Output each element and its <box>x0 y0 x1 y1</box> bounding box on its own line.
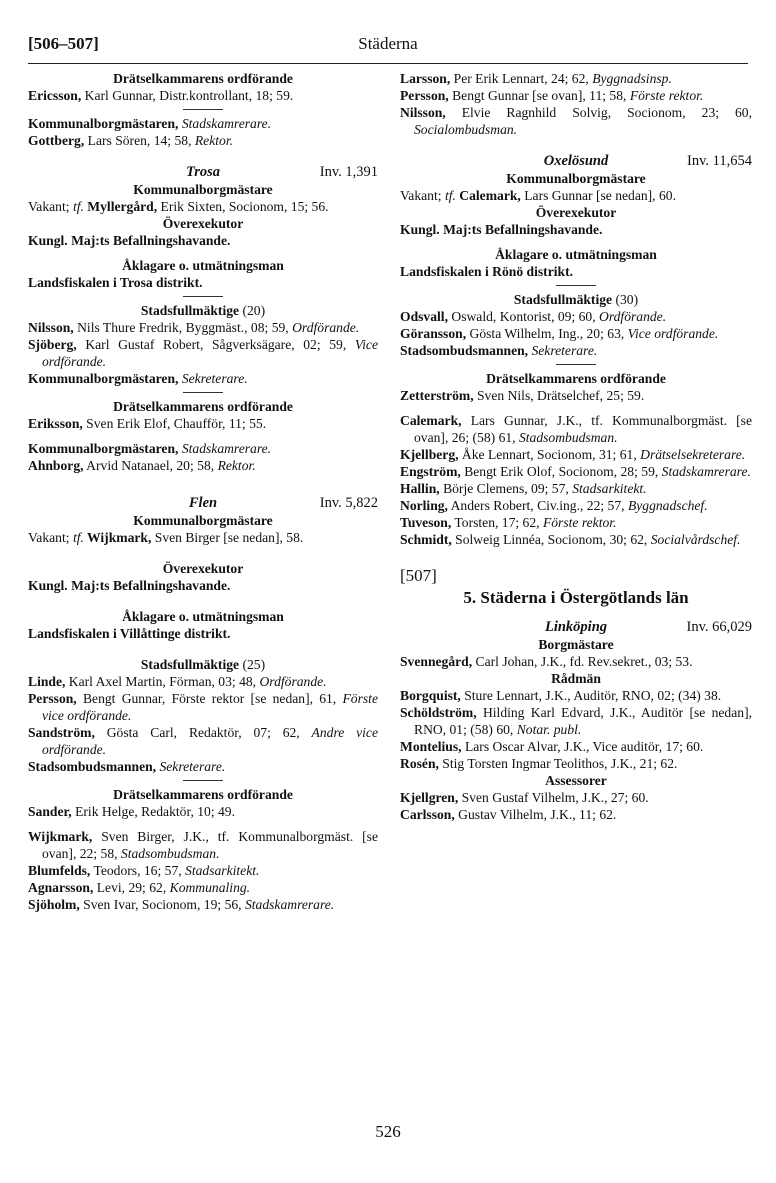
header-rule <box>28 63 748 64</box>
entry-details: Sven Birger, J.K., tf. Kommunalborgmäst. [se ovan], 22; 58, <box>42 829 378 861</box>
town-heading <box>28 494 378 512</box>
entry <box>28 319 378 336</box>
entry-details: Åke Lennart, Socionom, 31; 61, <box>458 447 641 462</box>
entry-role: Vice ordförande. <box>627 326 719 341</box>
entry-role: Andre vice ordförande. <box>42 725 378 757</box>
entry <box>28 457 378 474</box>
entry <box>400 104 752 138</box>
entry-name: Engström, <box>400 464 461 479</box>
entry-role: Stadsombudsman. <box>120 846 220 861</box>
entry <box>400 325 752 342</box>
entry-details: Bengt Gunnar [se ovan], 11; 58, <box>448 88 630 103</box>
entry-role: Förste rektor. <box>542 515 617 530</box>
entry <box>28 758 378 775</box>
town-inhabitants: Inv. 66,029 <box>686 619 752 635</box>
section-heading: Kommunalborgmästare <box>506 171 646 186</box>
section-heading: Kommunalborgmästare <box>133 513 273 528</box>
entry-name: Sandström, <box>28 725 95 740</box>
entry-name: Persson, <box>28 691 77 706</box>
entry-role: Ordförande. <box>599 309 667 324</box>
entry <box>28 415 378 432</box>
entry <box>400 463 752 480</box>
page-header <box>28 34 748 64</box>
entry-details: Lars Gunnar, J.K., tf. Kommunalborgmäst. [se ovan], 26; (58) 61, <box>414 413 752 445</box>
section-heading: Kommunalborgmästare <box>133 182 273 197</box>
entry-details: Börje Clemens, 09; 57, <box>439 481 573 496</box>
section-heading: Överexekutor <box>162 561 244 576</box>
entry-name: Kommunalborgmästaren, <box>28 116 179 131</box>
section-heading: Assessorer <box>545 773 607 788</box>
entry-details: Levi, 29; 62, <box>93 880 170 895</box>
entry-role: Förste rektor. <box>629 88 704 103</box>
entry-details: Lars Oscar Alvar, J.K., Vice auditör, 17; 60. <box>461 739 704 754</box>
entry-details: Sven Erik Elof, Chaufför, 11; 55. <box>82 416 267 431</box>
entry-role: Stadskamrerare. <box>661 464 751 479</box>
section-heading: Rådmän <box>551 671 601 686</box>
entry-name: Odsvall, <box>400 309 448 324</box>
entry <box>400 789 752 806</box>
entry-name: Eriksson, <box>28 416 83 431</box>
entry-name: Ahnborg, <box>28 458 84 473</box>
entry-details: Karl Axel Martin, Förman, 03; 48, <box>65 674 260 689</box>
town-name: Flen <box>188 495 218 511</box>
entry-name: Sjöberg, <box>28 337 77 352</box>
entry <box>400 514 752 531</box>
entry-role: Förste vice ordförande. <box>42 691 378 723</box>
entry-name: Göransson, <box>400 326 467 341</box>
entry <box>28 673 378 690</box>
entry-name: Zetterström, <box>400 388 474 403</box>
entry-details: Bengt Erik Olof, Socionom, 28; 59, <box>460 464 662 479</box>
entry-name: Nilsson, <box>28 320 74 335</box>
section-heading: Drätselkammarens ordförande <box>113 399 293 414</box>
section-heading: Överexekutor <box>535 205 617 220</box>
divider <box>183 296 223 297</box>
entry-role: Socialvårdschef. <box>650 532 741 547</box>
section-page-number: [507] <box>400 566 437 585</box>
entry: Kungl. Maj:ts Befallningshavande. <box>28 233 231 248</box>
entry-details: Nils Thure Fredrik, Byggmäst., 08; 59, <box>73 320 293 335</box>
section-heading: Borgmästare <box>538 637 614 652</box>
entry-role: Vice ordförande. <box>42 337 378 369</box>
entry-role: Byggnadsinsp. <box>592 71 672 86</box>
entry-details: Karl Gustaf Robert, Sågverksägare, 02; 59, <box>76 337 355 352</box>
entry-name: Norling, <box>400 498 448 513</box>
entry <box>400 480 752 497</box>
entry-details: Gösta Wilhelm, Ing., 20; 63, <box>466 326 628 341</box>
entry-name: Sjöholm, <box>28 897 80 912</box>
entry-role: Stadskamrerare. <box>181 441 272 456</box>
entry-details: Sven Gustaf Vilhelm, J.K., 27; 60. <box>458 790 649 805</box>
entry-name: Stadsombudsmannen, <box>28 759 157 774</box>
entry <box>400 806 752 823</box>
entry: Vakant; tf. Myllergård, Erik Sixten, Socionom, 15; 56. <box>28 199 329 214</box>
section-heading: Överexekutor <box>162 216 244 231</box>
entry-details: Hilding Karl Edvard, J.K., Auditör [se nedan], RNO, 01; (58) 60, <box>414 705 752 737</box>
entry <box>28 115 378 132</box>
entry-details: Karl Gunnar, Distr.kontrollant, 18; 59. <box>81 88 294 103</box>
entry-details: Teodors, 16; 57, <box>90 863 186 878</box>
entry <box>400 653 752 670</box>
entry-name: Nilsson, <box>400 105 446 120</box>
entry-name: Agnarsson, <box>28 880 94 895</box>
section-heading: Drätselkammarens ordförande <box>113 71 293 86</box>
county-title: 5. Städerna i Östergötlands län <box>463 588 689 607</box>
entry-role: Byggnadschef. <box>627 498 708 513</box>
entry-role: Stadsarkitekt. <box>185 863 260 878</box>
town-inhabitants: Inv. 1,391 <box>319 164 378 180</box>
running-title: Städerna <box>358 34 418 53</box>
entry <box>28 879 378 896</box>
entry-name: Blumfelds, <box>28 863 91 878</box>
entry-role: Ordförande. <box>292 320 360 335</box>
entry-details: Sven Ivar, Socionom, 19; 56, <box>79 897 245 912</box>
entry-details: Carl Johan, J.K., fd. Rev.sekret., 03; 53. <box>472 654 693 669</box>
entry-name: Larsson, <box>400 71 451 86</box>
entry-name: Calemark, <box>400 413 462 428</box>
entry-role: Drätselsekreterare. <box>640 447 746 462</box>
town-heading <box>400 618 752 636</box>
page-range: [506–507] <box>28 34 99 53</box>
section-heading: Stadsfullmäktige (25) <box>140 657 266 672</box>
town-heading <box>28 163 378 181</box>
entry-role: Stadsombudsman. <box>518 430 618 445</box>
entry-name: Schmidt, <box>400 532 452 547</box>
entry-role: Sekreterare. <box>159 759 226 774</box>
entry-name: Kjellgren, <box>400 790 459 805</box>
entry-details: Sture Lennart, J.K., Auditör, RNO, 02; (34) 38. <box>460 688 722 703</box>
entry <box>28 896 378 913</box>
entry <box>28 690 378 724</box>
entry: Landsfiskalen i Rönö distrikt. <box>400 264 573 279</box>
section-heading: Stadsfullmäktige (20) <box>140 303 266 318</box>
entry-role: Socialombudsman. <box>414 122 518 137</box>
entry-details: Erik Helge, Redaktör, 10; 49. <box>71 804 236 819</box>
town-name: Trosa <box>185 164 221 180</box>
entry <box>28 132 378 149</box>
entry <box>400 755 752 772</box>
entry-role: Rektor. <box>194 133 234 148</box>
entry-role: Sekreterare. <box>531 343 598 358</box>
entry-details: Anders Robert, Civ.ing., 22; 57, <box>447 498 628 513</box>
entry-details: Elvie Ragnhild Solvig, Socionom, 23; 60, <box>445 105 752 120</box>
entry: Vakant; tf. Wijkmark, Sven Birger [se nedan], 58. <box>28 530 304 545</box>
town-name: Oxelösund <box>543 153 609 169</box>
entry <box>400 531 752 548</box>
entry: Landsfiskalen i Trosa distrikt. <box>28 275 203 290</box>
page-number: 526 <box>375 1122 401 1141</box>
entry: Kungl. Maj:ts Befallningshavande. <box>28 578 231 593</box>
entry-details: Per Erik Lennart, 24; 62, <box>450 71 593 86</box>
entry <box>400 497 752 514</box>
entry <box>28 862 378 879</box>
entry-name: Persson, <box>400 88 449 103</box>
entry-role: Kommunaling. <box>169 880 251 895</box>
entry-details: Oswald, Kontorist, 09; 60, <box>447 309 600 324</box>
entry-role: Sekreterare. <box>181 371 248 386</box>
entry: Landsfiskalen i Villåttinge distrikt. <box>28 626 231 641</box>
entry-name: Svennegård, <box>400 654 473 669</box>
entry-name: Hallin, <box>400 481 440 496</box>
entry-details: Gösta Carl, Redaktör, 07; 62, <box>94 725 312 740</box>
left-column <box>28 70 378 913</box>
section-heading: Drätselkammarens ordförande <box>486 371 666 386</box>
entry-name: Sander, <box>28 804 72 819</box>
section-heading: Drätselkammarens ordförande <box>113 787 293 802</box>
section-heading: Åklagare o. utmätningsman <box>122 258 284 273</box>
entry-name: Kjellberg, <box>400 447 459 462</box>
section-heading: Åklagare o. utmätningsman <box>122 609 284 624</box>
entry-role: Notar. publ. <box>516 722 582 737</box>
entry-name: Borgquist, <box>400 688 461 703</box>
entry-details: Bengt Gunnar, Förste rektor [se nedan], 61, <box>76 691 343 706</box>
entry-details: Gustav Vilhelm, J.K., 11; 62. <box>454 807 617 822</box>
entry-details: Torsten, 17; 62, <box>451 515 543 530</box>
entry-role: Ordförande. <box>259 674 327 689</box>
entry-name: Schöldström, <box>400 705 477 720</box>
entry: Vakant; tf. Calemark, Lars Gunnar [se nedan], 60. <box>400 188 676 203</box>
entry <box>400 70 752 87</box>
divider <box>183 109 223 110</box>
entry <box>28 828 378 862</box>
entry <box>28 336 378 370</box>
town-inhabitants: Inv. 5,822 <box>319 495 378 511</box>
entry-name: Stadsombudsmannen, <box>400 343 529 358</box>
entry-name: Rosén, <box>400 756 439 771</box>
divider <box>556 285 596 286</box>
entry <box>400 687 752 704</box>
entry-role: Rektor. <box>217 458 256 473</box>
divider <box>183 780 223 781</box>
town-inhabitants: Inv. 11,654 <box>687 153 752 169</box>
entry-role: Stadskamrerare. <box>244 897 335 912</box>
entry <box>400 412 752 446</box>
entry-name: Carlsson, <box>400 807 455 822</box>
entry-name: Gottberg, <box>28 133 85 148</box>
right-column <box>400 70 752 823</box>
entry-name: Ericsson, <box>28 88 82 103</box>
entry <box>28 370 378 387</box>
entry-role: Stadskamrerare. <box>181 116 272 131</box>
entry <box>28 803 378 820</box>
entry-role: Stadsarkitekt. <box>572 481 647 496</box>
entry-name: Linde, <box>28 674 66 689</box>
entry: Kungl. Maj:ts Befallningshavande. <box>400 222 603 237</box>
divider <box>183 392 223 393</box>
section-heading: Stadsfullmäktige (30) <box>513 292 639 307</box>
entry-details: Sven Nils, Drätselchef, 25; 59. <box>473 388 645 403</box>
entry-details: Stig Torsten Ingmar Teolithos, J.K., 21; 62. <box>438 756 678 771</box>
entry <box>28 87 378 104</box>
entry <box>400 387 752 404</box>
section-heading: Åklagare o. utmätningsman <box>495 247 657 262</box>
town-heading <box>400 152 752 170</box>
entry-details: Arvid Natanael, 20; 58, <box>83 458 218 473</box>
town-name: Linköping <box>544 619 608 635</box>
entry-name: Kommunalborgmästaren, <box>28 441 179 456</box>
entry <box>400 738 752 755</box>
entry <box>400 308 752 325</box>
entry-name: Montelius, <box>400 739 462 754</box>
entry <box>400 704 752 738</box>
entry <box>28 440 378 457</box>
entry-details: Lars Sören, 14; 58, <box>84 133 195 148</box>
entry-details: Solweig Linnéa, Socionom, 30; 62, <box>451 532 651 547</box>
entry <box>400 87 752 104</box>
entry-name: Kommunalborgmästaren, <box>28 371 179 386</box>
entry <box>28 724 378 758</box>
entry <box>400 446 752 463</box>
entry <box>400 342 752 359</box>
divider <box>556 364 596 365</box>
entry-name: Wijkmark, <box>28 829 93 844</box>
entry-name: Tuveson, <box>400 515 452 530</box>
